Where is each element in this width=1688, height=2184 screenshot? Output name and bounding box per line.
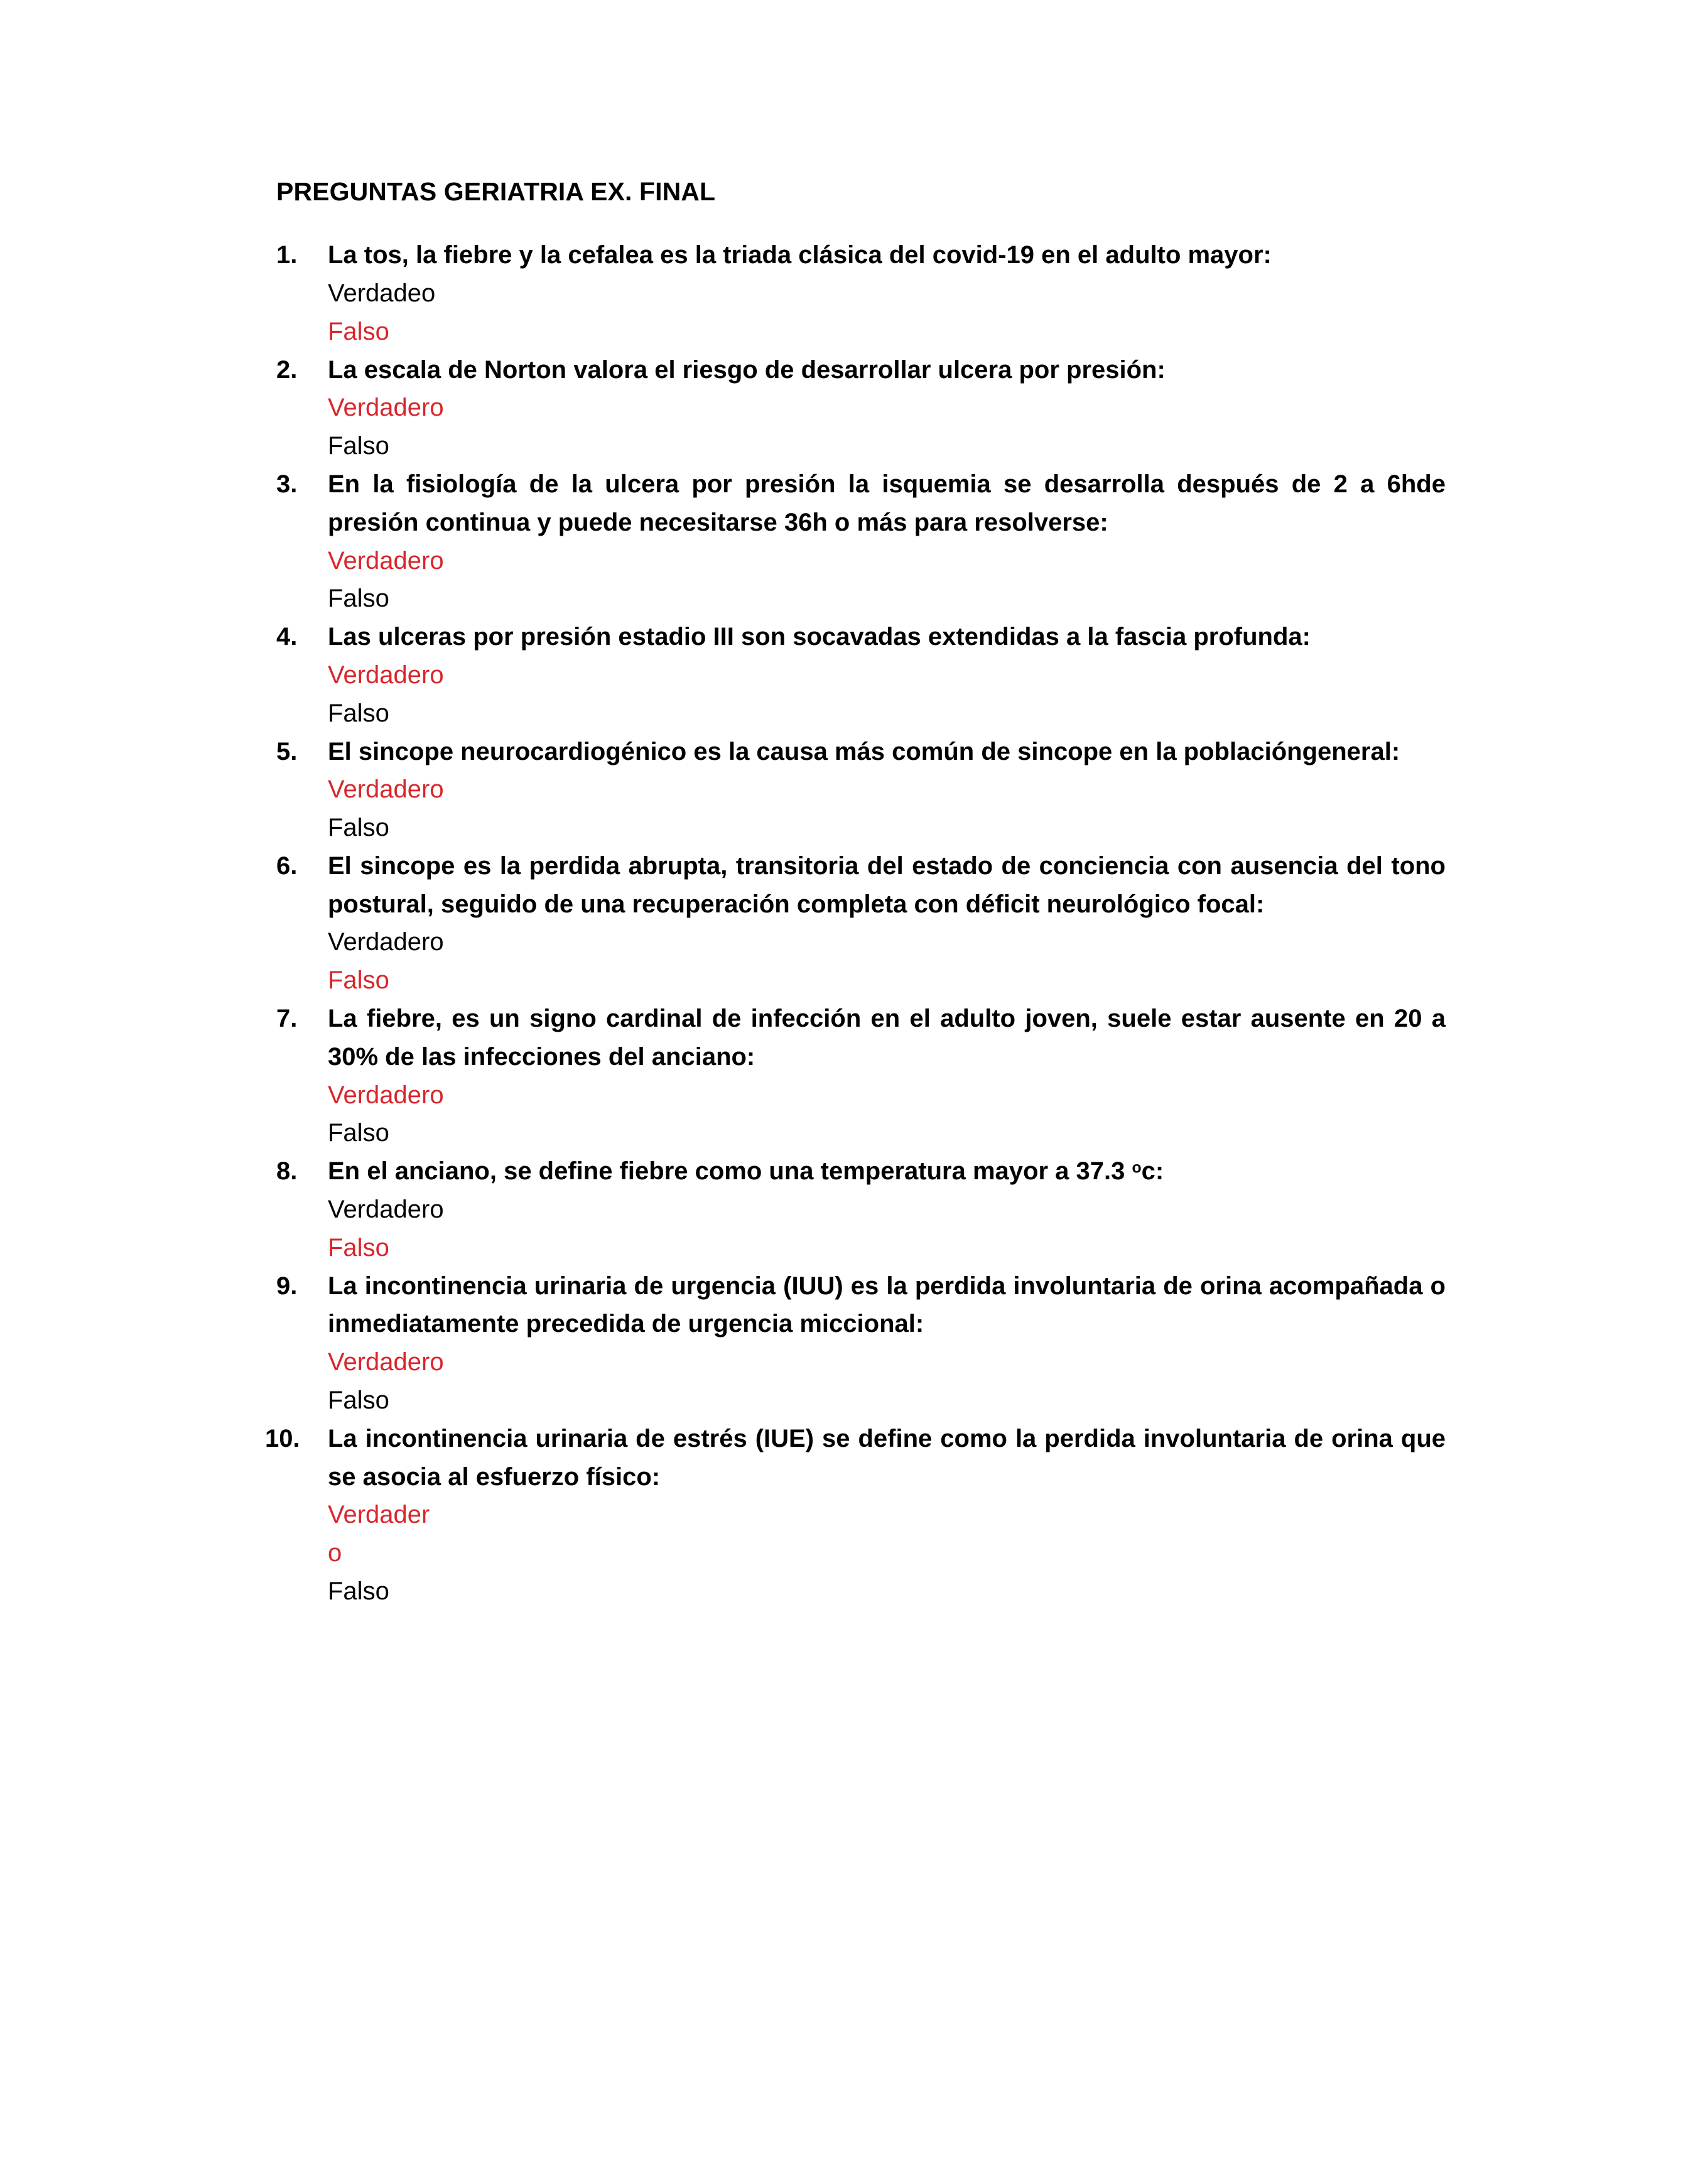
- question-number-6: 6.: [276, 851, 298, 880]
- question-text-10: La incontinencia urinaria de estrés (IUE) se define como la perdida involuntaria de orina que se asocia al esfuerzo físico:: [328, 1424, 1446, 1491]
- question-list: [265, 236, 1446, 1611]
- answer-option[interactable]: Verdadero: [328, 776, 444, 804]
- question-item-6: [276, 847, 1446, 1000]
- question-text-9: La incontinencia urinaria de urgencia (IUU) es la perdida involuntaria de orina acompañada o inmediatamente precedida de urgencia miccional:: [328, 1272, 1446, 1338]
- question-item-4: [276, 618, 1446, 732]
- answer-option[interactable]: Falso: [328, 1119, 389, 1147]
- document-content: [265, 177, 1446, 1611]
- question-item-10: [265, 1420, 1446, 1611]
- question-number-7: 7.: [276, 1005, 298, 1033]
- question-number-5: 5.: [276, 737, 298, 765]
- question-text-1: La tos, la fiebre y la cefalea es la triada clásica del covid-19 en el adulto mayor:: [328, 241, 1272, 269]
- answer-option-continuation[interactable]: o: [328, 1539, 342, 1567]
- answer-option[interactable]: Verdadero: [328, 1348, 444, 1376]
- answer-list-8: [328, 1191, 1446, 1267]
- answer-option[interactable]: Falso: [328, 966, 389, 995]
- question-item-7: [276, 1000, 1446, 1152]
- question-text-5: El sincope neurocardiogénico es la causa más común de sincope en la poblacióngeneral:: [328, 737, 1400, 765]
- answer-option[interactable]: Falso: [328, 585, 389, 613]
- question-number-4: 4.: [276, 623, 298, 651]
- answer-option[interactable]: Verdadero: [328, 661, 444, 689]
- answer-list-5: [328, 770, 1446, 847]
- answer-option[interactable]: Falso: [328, 814, 389, 842]
- question-item-9: [276, 1267, 1446, 1420]
- answer-list-2: [328, 389, 1446, 465]
- question-item-1: [276, 236, 1446, 350]
- answer-option[interactable]: Falso: [328, 1233, 389, 1262]
- answer-option[interactable]: Verdadero: [328, 1081, 444, 1109]
- answer-list-3: [328, 542, 1446, 619]
- question-item-3: [276, 465, 1446, 618]
- answer-list-1: [328, 274, 1446, 351]
- question-number-8: 8.: [276, 1157, 298, 1186]
- answer-option[interactable]: Falso: [328, 317, 389, 345]
- question-text-8-part-b: c:: [1141, 1157, 1164, 1186]
- question-item-8: [276, 1152, 1446, 1267]
- question-number-3: 3.: [276, 470, 298, 498]
- question-number-9: 9.: [276, 1272, 298, 1300]
- answer-list-4: [328, 656, 1446, 733]
- answer-option[interactable]: Verdadero: [328, 546, 444, 575]
- page-title: PREGUNTAS GERIATRIA EX. FINAL: [276, 177, 716, 206]
- question-text-8-part-a: En el anciano, se define fiebre como una temperatura mayor a 37.3: [328, 1157, 1132, 1186]
- question-text-7: La fiebre, es un signo cardinal de infección en el adulto joven, suele estar ausente en 20 a 30% de las infecciones del anciano:: [328, 1005, 1446, 1071]
- answer-list-6: [328, 923, 1446, 1000]
- answer-list-7: [328, 1076, 1446, 1153]
- question-text-4: Las ulceras por presión estadio III son socavadas extendidas a la fascia profunda:: [328, 623, 1311, 651]
- question-text-6: El sincope es la perdida abrupta, transitoria del estado de conciencia con ausencia del tono postural, seguido de una recuperación completa con déficit neurológico focal:: [328, 851, 1446, 918]
- answer-option[interactable]: Falso: [328, 699, 389, 727]
- question-number-2: 2.: [276, 355, 298, 384]
- answer-option[interactable]: Verdadero: [328, 394, 444, 422]
- degree-ordinal-marker: o: [1132, 1159, 1142, 1177]
- answer-option[interactable]: Verdadero: [328, 928, 444, 956]
- question-item-2: [276, 351, 1446, 465]
- answer-option[interactable]: Verdadero: [328, 1196, 444, 1224]
- answer-option[interactable]: Falso: [328, 1577, 389, 1606]
- answer-option[interactable]: Verdadeo: [328, 279, 436, 307]
- answer-list-10: [328, 1496, 1446, 1610]
- answer-option[interactable]: Falso: [328, 432, 389, 460]
- question-number-10: 10.: [265, 1424, 300, 1452]
- question-text-3: En la fisiología de la ulcera por presión la isquemia se desarrolla después de 2 a 6hde presión continua y puede necesitarse 36h o más para resolverse:: [328, 470, 1446, 536]
- question-number-1: 1.: [276, 241, 298, 269]
- answer-list-9: [328, 1343, 1446, 1420]
- answer-option[interactable]: Falso: [328, 1387, 389, 1415]
- question-text-2: La escala de Norton valora el riesgo de desarrollar ulcera por presión:: [328, 355, 1166, 384]
- answer-option[interactable]: Verdader: [328, 1501, 430, 1529]
- question-item-5: [276, 733, 1446, 847]
- question-text-8: [328, 1152, 1446, 1191]
